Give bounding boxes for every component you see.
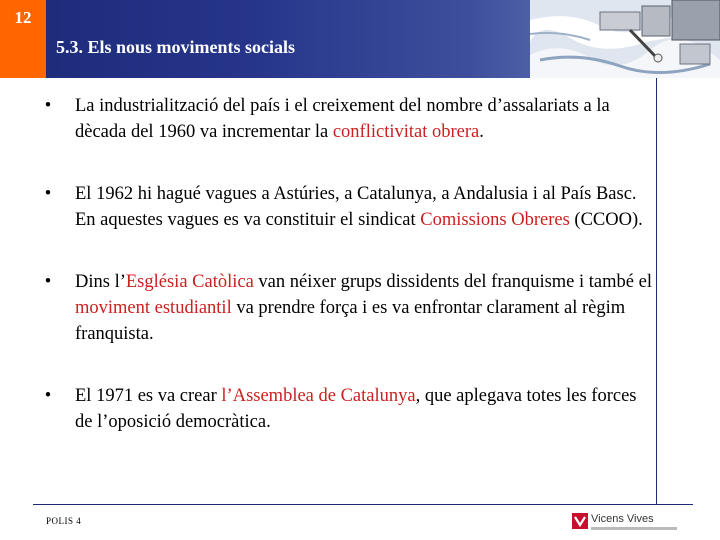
- bullet-marker: •: [44, 184, 52, 204]
- bullet-item: [33, 93, 658, 145]
- bullet-highlight: l’Assemblea de Catalunya: [221, 386, 416, 406]
- bullet-highlight: conflictivitat obrera: [332, 122, 480, 142]
- bullet-marker: •: [44, 272, 52, 292]
- bullet-text-segment: Dins l’: [75, 272, 126, 292]
- bullet-text: [75, 96, 610, 142]
- bullet-marker: •: [44, 96, 52, 116]
- bullet-item: [33, 269, 658, 347]
- bullet-text-segment: El 1962 hi hagué vagues a Astúries, a Catalunya, a Andalusia i al País Basc. En aquestes vagues es va constituir el sindicat: [75, 184, 637, 230]
- bullet-item: [33, 383, 658, 435]
- bullet-marker: •: [44, 386, 52, 406]
- bullet-highlight: Comissions Obreres: [420, 210, 570, 230]
- bullet-highlight: moviment estudiantil: [75, 298, 232, 318]
- bullet-text-segment: La industrialització del país i el creixement del nombre d’assalariats a la dècada del 1960 va incrementar la: [75, 96, 610, 142]
- publisher-logo-mark-icon: [572, 513, 588, 529]
- bullet-text-segment: El 1971 es va crear: [75, 386, 222, 406]
- header-photo: [530, 0, 720, 78]
- footer-series-label: POLIS 4: [46, 516, 82, 526]
- bullet-text-segment: .: [479, 122, 484, 142]
- bullet-list: [33, 93, 658, 471]
- slide-header: [0, 0, 720, 78]
- bullet-text: [75, 386, 636, 432]
- bullet-text-segment: va prendre força i es va enfrontar clarament al règim franquista.: [75, 298, 626, 344]
- footer-rule: [33, 504, 693, 505]
- bullet-text-segment: , que aplegava totes les forces de l’oposició democràtica.: [75, 386, 637, 432]
- bullet-item: [33, 181, 658, 233]
- bullet-text-segment: van néixer grups dissidents del franquisme i també el: [253, 272, 652, 292]
- page-number: 12: [0, 0, 46, 78]
- slide-title: 5.3. Els nous moviments socials: [56, 37, 296, 57]
- publisher-logo-tagline: [591, 527, 677, 530]
- bullet-highlight: Església Catòlica: [125, 272, 254, 292]
- bullet-text: [75, 184, 643, 230]
- bullet-text: [75, 272, 652, 344]
- publisher-logo-text: Vicens Vives: [591, 513, 654, 525]
- bullet-text-segment: (CCOO).: [569, 210, 643, 230]
